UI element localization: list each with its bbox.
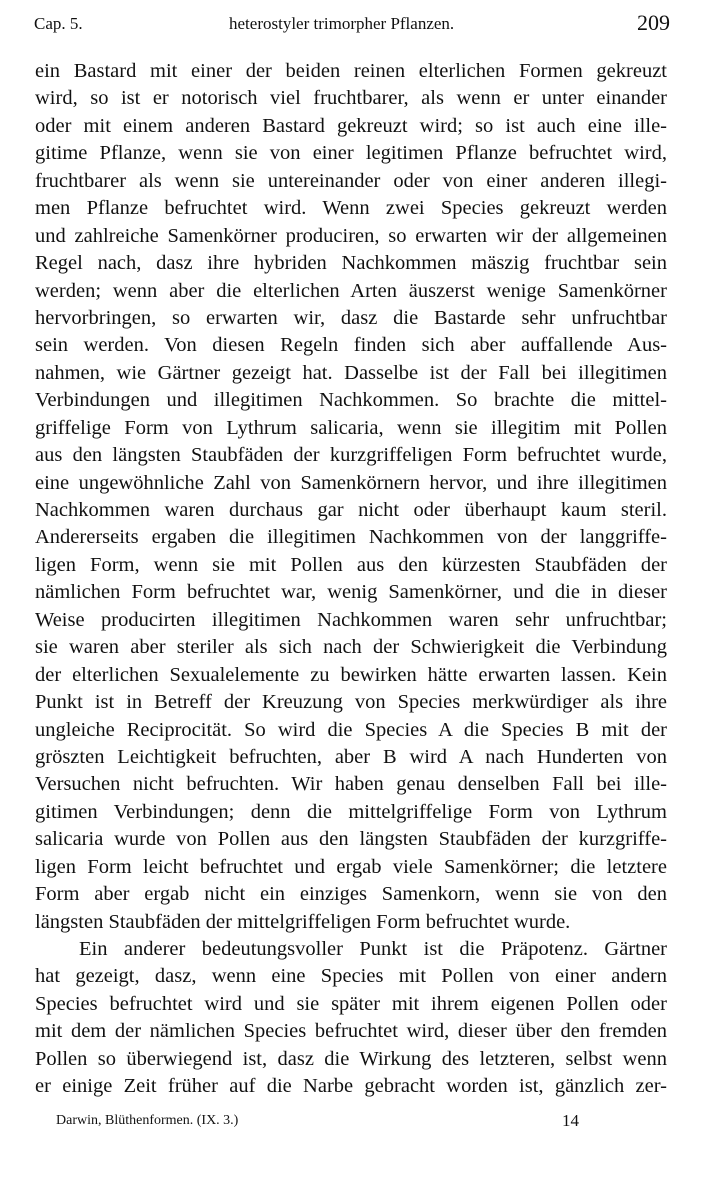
text-line: sein werden. Von diesen Regeln finden sich aber auffallende Aus- [35,334,667,357]
text-line: ligen Form leicht befruchtet und ergab viele Samenkörner; die letztere [35,855,667,878]
text-line: Regel nach, dasz ihre hybriden Nachkommen mäszig fruchtbar sein [35,252,667,275]
paragraph-1 [35,58,667,936]
text-line: fruchtbarer als wenn sie untereinander oder von einer anderen illegi- [35,169,667,192]
text-line: salicaria wurde von Pollen aus den längsten Staubfäden der kurzgriffe- [35,828,667,851]
page-number: 209 [637,10,670,35]
text-line: oder mit einem anderen Bastard gekreuzt wird; so ist auch eine ille- [35,114,667,137]
text-line: hervorbringen, so erwarten wir, dasz die Bastarde sehr unfruchtbar [35,306,667,329]
text-line: Ein anderer bedeutungsvoller Punkt ist die Präpotenz. Gärtner [79,938,667,960]
body-text [35,58,667,1101]
text-line: er einige Zeit früher auf die Narbe gebracht worden ist, gänzlich zer- [35,1075,667,1098]
text-line: längsten Staubfäden der mittelgriffeligen Form befruchtet wurde. [35,910,571,933]
running-title: heterostyler trimorpher Pflanzen. [229,14,455,33]
text-line: nahmen, wie Gärtner gezeigt hat. Dasselbe ist der Fall bei illegitimen [35,361,667,384]
running-head [34,8,670,42]
text-line: ungleiche Reciprocität. So wird die Species A die Species B mit der [35,718,667,741]
text-line: eine ungewöhnliche Zahl von Samenkörnern hervor, und ihre illegitimen [35,471,667,494]
text-line: wird, so ist er notorisch viel fruchtbarer, als wenn er unter einander [35,87,667,110]
text-line: Verbindungen und illegitimen Nachkommen. So brachte die mittel- [35,389,667,412]
text-line: Andererseits ergaben die illegitimen Nachkommen von der langgriffe- [35,526,667,549]
text-line: aus den längsten Staubfäden der kurzgriffeligen Form befruchtet wurde, [35,444,667,467]
text-line: Pollen so überwiegend ist, dasz die Wirkung des letzteren, selbst wenn [35,1047,667,1070]
text-line: Nachkommen waren durchaus gar nicht oder überhaupt kaum steril. [35,499,667,521]
text-line: sie waren aber steriler als sich nach der Schwierigkeit die Verbindung [35,636,667,659]
text-line: ligen Form, wenn sie mit Pollen aus den kürzesten Staubfäden der [35,553,667,576]
text-line: der elterlichen Sexualelemente zu bewirken hätte erwarten lassen. Kein [35,663,667,686]
text-line: Species befruchtet wird und sie später mit ihrem eigenen Pollen oder [35,992,667,1015]
text-line: mit dem der nämlichen Species befruchtet wird, dieser über den fremden [35,1020,667,1043]
text-line: gitimen Verbindungen; denn die mittelgriffelige Form von Lythrum [35,800,667,823]
text-line: griffelige Form von Lythrum salicaria, wenn sie illegitim mit Pollen [35,416,667,439]
text-line: Versuchen nicht befruchten. Wir haben genau denselben Fall bei ille- [35,773,667,796]
text-line: men Pflanze befruchtet wird. Wenn zwei Species gekreuzt werden [35,197,667,220]
chapter-label: Cap. 5. [34,14,83,33]
signature-mark: 14 [562,1111,579,1130]
printer-imprint: Darwin, Blüthenformen. (IX. 3.) [56,1113,239,1128]
page-footer [56,1113,616,1135]
text-line: Weise producirten illegitimen Nachkommen waren sehr unfruchtbar; [35,608,667,631]
text-line: werden; wenn aber die elterlichen Arten äuszerst wenige Samenkörner [35,279,667,302]
text-line: ein Bastard mit einer der beiden reinen elterlichen Formen gekreuzt [35,60,667,82]
text-line: Form aber ergab nicht ein einziges Samenkorn, wenn sie von den [35,883,667,906]
text-line: nämlichen Form befruchtet war, wenig Samenkörner, und die in dieser [35,581,667,604]
paragraph-2 [35,936,667,1101]
text-line: Punkt ist in Betreff der Kreuzung von Species merkwürdiger als ihre [35,691,667,714]
text-line: hat gezeigt, dasz, wenn eine Species mit Pollen von einer andern [35,965,667,988]
text-line: gröszten Leichtigkeit befruchten, aber B wird A nach Hunderten von [35,745,667,768]
text-line: und zahlreiche Samenkörner produciren, so erwarten wir der allgemeinen [35,224,667,247]
text-line: gitime Pflanze, wenn sie von einer legitimen Pflanze befruchtet wird, [35,142,667,165]
